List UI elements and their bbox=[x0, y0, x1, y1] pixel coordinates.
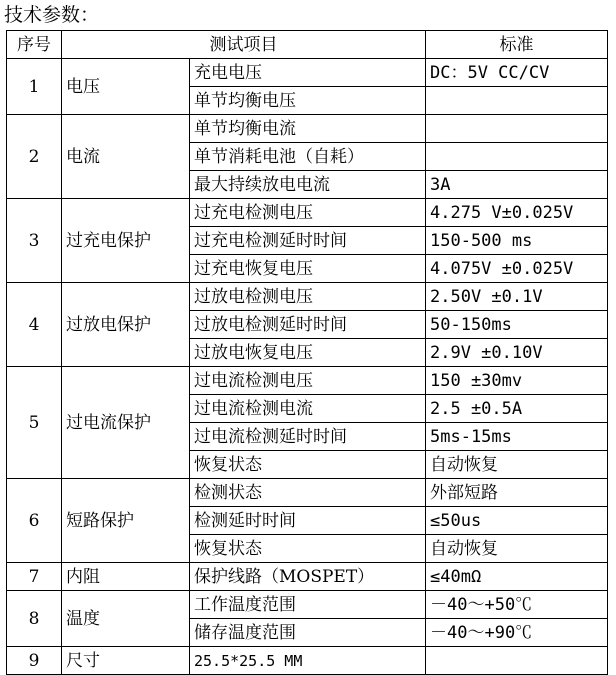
test-item-cell: 过充电检测延时时间 bbox=[190, 227, 426, 255]
test-item-cell: 单节均衡电压 bbox=[190, 87, 426, 115]
test-item-cell: 恢复状态 bbox=[190, 535, 426, 563]
test-item-cell: 检测状态 bbox=[190, 479, 426, 507]
category-cell: 电流 bbox=[62, 115, 190, 199]
table-row bbox=[7, 647, 608, 675]
category-cell: 过电流保护 bbox=[62, 367, 190, 479]
header-row bbox=[7, 31, 608, 59]
category-cell: 电压 bbox=[62, 59, 190, 115]
test-item-cell: 过放电恢复电压 bbox=[190, 339, 426, 367]
table-row bbox=[7, 59, 608, 87]
standard-cell: DC：5V CC/CV bbox=[426, 59, 608, 87]
category-cell: 内阻 bbox=[62, 563, 190, 591]
test-item-cell: 保护线路（MOSPET） bbox=[190, 563, 426, 591]
spec-table bbox=[6, 30, 608, 675]
test-item-cell: 过电流检测电流 bbox=[190, 395, 426, 423]
category-cell: 短路保护 bbox=[62, 479, 190, 563]
standard-cell: －40～+90℃ bbox=[426, 619, 608, 647]
row-number: 8 bbox=[7, 591, 62, 647]
category-cell: 过放电保护 bbox=[62, 283, 190, 367]
header-item: 测试项目 bbox=[62, 31, 426, 59]
test-item-cell: 过电流检测延时时间 bbox=[190, 423, 426, 451]
standard-cell: 150-500 ms bbox=[426, 227, 608, 255]
header-no: 序号 bbox=[7, 31, 62, 59]
standard-cell: 自动恢复 bbox=[426, 535, 608, 563]
standard-cell: 50-150ms bbox=[426, 311, 608, 339]
standard-cell: 4.075V ±0.025V bbox=[426, 255, 608, 283]
test-item-cell: 过电流检测电压 bbox=[190, 367, 426, 395]
header-standard: 标准 bbox=[426, 31, 608, 59]
row-number: 9 bbox=[7, 647, 62, 675]
row-number: 3 bbox=[7, 199, 62, 283]
standard-cell: 外部短路 bbox=[426, 479, 608, 507]
test-item-cell: 单节均衡电流 bbox=[190, 115, 426, 143]
row-number: 7 bbox=[7, 563, 62, 591]
category-cell: 过充电保护 bbox=[62, 199, 190, 283]
standard-cell: 5ms-15ms bbox=[426, 423, 608, 451]
spec-body bbox=[7, 59, 608, 675]
row-number: 4 bbox=[7, 283, 62, 367]
test-item-cell: 过放电检测延时时间 bbox=[190, 311, 426, 339]
table-row bbox=[7, 591, 608, 619]
standard-cell: 自动恢复 bbox=[426, 451, 608, 479]
standard-cell: 3A bbox=[426, 171, 608, 199]
standard-cell: ≤50us bbox=[426, 507, 608, 535]
test-item-cell: 储存温度范围 bbox=[190, 619, 426, 647]
table-row bbox=[7, 283, 608, 311]
test-item-cell: 25.5*25.5 MM bbox=[190, 647, 426, 675]
table-row bbox=[7, 563, 608, 591]
section-heading: 技术参数： bbox=[4, 4, 100, 26]
standard-cell: 150 ±30mv bbox=[426, 367, 608, 395]
test-item-cell: 过充电检测电压 bbox=[190, 199, 426, 227]
standard-cell: ≤40mΩ bbox=[426, 563, 608, 591]
row-number: 5 bbox=[7, 367, 62, 479]
category-cell: 尺寸 bbox=[62, 647, 190, 675]
test-item-cell: 单节消耗电池（自耗） bbox=[190, 143, 426, 171]
standard-cell: 2.5 ±0.5A bbox=[426, 395, 608, 423]
test-item-cell: 工作温度范围 bbox=[190, 591, 426, 619]
test-item-cell: 恢复状态 bbox=[190, 451, 426, 479]
standard-cell bbox=[426, 143, 608, 171]
standard-cell: －40～+50℃ bbox=[426, 591, 608, 619]
standard-cell: 4.275 V±0.025V bbox=[426, 199, 608, 227]
test-item-cell: 检测延时时间 bbox=[190, 507, 426, 535]
row-number: 1 bbox=[7, 59, 62, 115]
test-item-cell: 最大持续放电电流 bbox=[190, 171, 426, 199]
table-row bbox=[7, 199, 608, 227]
table-row bbox=[7, 479, 608, 507]
category-cell: 温度 bbox=[62, 591, 190, 647]
standard-cell bbox=[426, 115, 608, 143]
test-item-cell: 过充电恢复电压 bbox=[190, 255, 426, 283]
standard-cell: 2.9V ±0.10V bbox=[426, 339, 608, 367]
row-number: 6 bbox=[7, 479, 62, 563]
test-item-cell: 充电电压 bbox=[190, 59, 426, 87]
standard-cell: 2.50V ±0.1V bbox=[426, 283, 608, 311]
standard-cell bbox=[426, 647, 608, 675]
row-number: 2 bbox=[7, 115, 62, 199]
standard-cell bbox=[426, 87, 608, 115]
table-row bbox=[7, 367, 608, 395]
test-item-cell: 过放电检测电压 bbox=[190, 283, 426, 311]
table-row bbox=[7, 115, 608, 143]
